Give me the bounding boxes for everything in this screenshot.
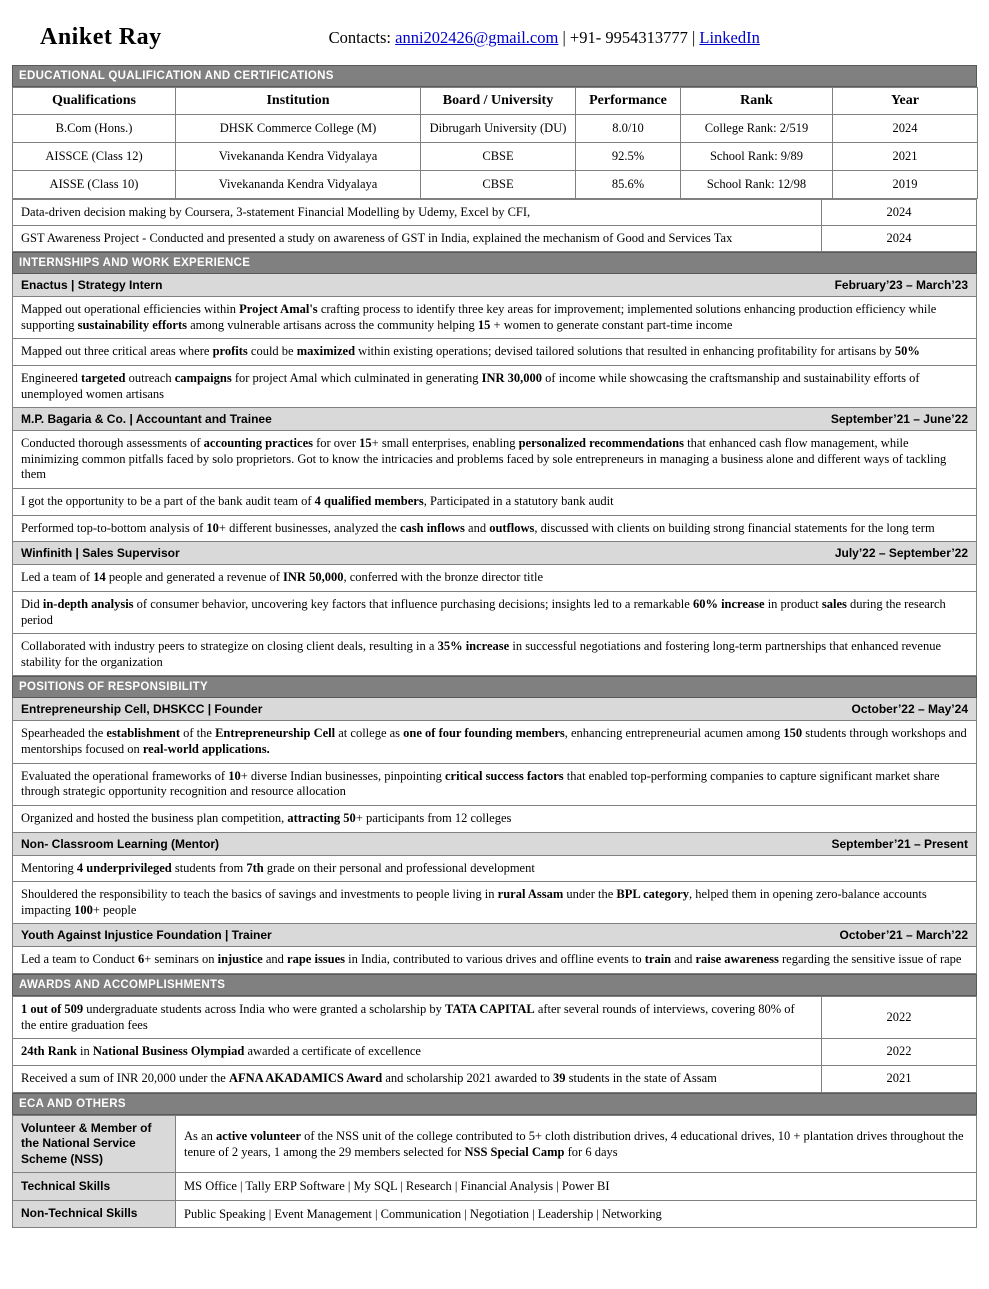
section-header-positions: POSITIONS OF RESPONSIBILITY: [12, 676, 977, 698]
eca-text: Public Speaking | Event Management | Communication | Negotiation | Leadership | Networking: [176, 1200, 977, 1227]
eca-label: Non-Technical Skills: [13, 1200, 176, 1227]
education-cell: 2024: [833, 115, 978, 143]
section-header-eca: ECA AND OTHERS: [12, 1093, 977, 1115]
job-header: [12, 542, 977, 565]
certification-year: 2024: [822, 226, 977, 252]
certification-text: Data-driven decision making by Coursera, 3-statement Financial Modelling by Udemy, Excel by CFI,: [13, 200, 822, 226]
education-cell: College Rank: 2/519: [681, 115, 833, 143]
job-bullet: Engineered targeted outreach campaigns for project Amal which culminated in generating INR 30,000 of income while showcasing the craftsmanship and sustainability efforts of unemployed women artisans: [12, 366, 977, 408]
education-cell: School Rank: 9/89: [681, 143, 833, 171]
job-dates: October’22 – May’24: [851, 702, 968, 717]
award-text: 24th Rank in National Business Olympiad awarded a certificate of excellence: [13, 1039, 822, 1066]
email-link[interactable]: anni202426@gmail.com: [395, 28, 559, 47]
job-bullet: Spearheaded the establishment of the Entrepreneurship Cell at college as one of four founding members, enhancing entrepreneurial acumen among 150 students through workshops and mentorships focused on real-world applications.: [12, 721, 977, 763]
job-header: [12, 924, 977, 947]
trailing-space: [760, 28, 764, 47]
candidate-name: Aniket Ray: [40, 24, 162, 50]
job-dates: September’21 – Present: [831, 836, 968, 851]
positions-body: [12, 698, 977, 974]
job-bullet: Organized and hosted the business plan competition, attracting 50+ participants from 12 colleges: [12, 806, 977, 833]
education-cell: CBSE: [421, 171, 576, 199]
education-cell: B.Com (Hons.): [13, 115, 176, 143]
table-row: [13, 1173, 977, 1200]
contact-line: [162, 18, 971, 48]
education-cell: Vivekananda Kendra Vidyalaya: [176, 143, 421, 171]
table-row: [13, 997, 977, 1039]
education-cell: School Rank: 12/98: [681, 171, 833, 199]
education-cell: 92.5%: [576, 143, 681, 171]
education-header-row: [13, 88, 978, 115]
job-role: Entrepreneurship Cell, DHSKCC | Founder: [21, 702, 263, 717]
education-cell: Dibrugarh University (DU): [421, 115, 576, 143]
col-qualifications: Qualifications: [13, 88, 176, 115]
col-board: Board / University: [421, 88, 576, 115]
eca-text: MS Office | Tally ERP Software | My SQL | Research | Financial Analysis | Power BI: [176, 1173, 977, 1200]
job-header: [12, 408, 977, 431]
education-table: [12, 87, 978, 199]
table-row: [13, 1115, 977, 1173]
education-cell: 2019: [833, 171, 978, 199]
education-cell: AISSCE (Class 12): [13, 143, 176, 171]
job-bullet: Led a team of 14 people and generated a revenue of INR 50,000, conferred with the bronze director title: [12, 565, 977, 592]
job-role: Winfinith | Sales Supervisor: [21, 546, 180, 561]
table-row: [13, 143, 978, 171]
awards-rows: [13, 997, 977, 1093]
job-bullet: Performed top-to-bottom analysis of 10+ different businesses, analyzed the cash inflows and outflows, discussed with clients on building strong financial statements for the long term: [12, 516, 977, 543]
job-role: Enactus | Strategy Intern: [21, 278, 163, 292]
education-cell: 2021: [833, 143, 978, 171]
job-bullet: Mentoring 4 underprivileged students from 7th grade on their personal and professional development: [12, 856, 977, 883]
education-cell: Vivekananda Kendra Vidyalaya: [176, 171, 421, 199]
education-cell: AISSE (Class 10): [13, 171, 176, 199]
table-row: [13, 171, 978, 199]
eca-rows: [13, 1115, 977, 1227]
section-header-education: EDUCATIONAL QUALIFICATION AND CERTIFICATIONS: [12, 65, 977, 87]
eca-label: Technical Skills: [13, 1173, 176, 1200]
job-header: [12, 833, 977, 856]
table-row: [13, 1065, 977, 1092]
job-bullet: Did in-depth analysis of consumer behavior, uncovering key factors that influence purchasing decisions; insights led to a remarkable 60% increase in product sales during the research period: [12, 592, 977, 634]
table-row: [13, 226, 977, 252]
job-dates: October’21 – March’22: [839, 928, 968, 943]
job-dates: September’21 – June’22: [830, 412, 968, 427]
resume-header: [12, 10, 977, 65]
col-year: Year: [833, 88, 978, 115]
eca-table: [12, 1115, 977, 1228]
job-bullet: Mapped out operational efficiencies within Project Amal's crafting process to identify three key areas for improvement; implemented solutions enhancing production efficiency while supporting sustainability efforts among vulnerable artisans across the community helping 15 + women to generate constant part-time income: [12, 297, 977, 339]
section-header-internships: INTERNSHIPS AND WORK EXPERIENCE: [12, 252, 977, 274]
certification-year: 2024: [822, 200, 977, 226]
table-row: [13, 200, 977, 226]
award-year: 2021: [822, 1065, 977, 1092]
table-row: [13, 1039, 977, 1066]
section-header-awards: AWARDS AND ACCOMPLISHMENTS: [12, 974, 977, 996]
job-bullet: Conducted thorough assessments of accounting practices for over 15+ small enterprises, enabling personalized recommendations that enhanced cash flow management, while minimizing common pitfalls faced by solo proprietors. Got to know the intricacies and problems faced by sole entrepreneurs in managing a business alone and different ways of tackling them: [12, 431, 977, 489]
job-dates: February’23 – March’23: [834, 278, 968, 292]
contacts-label: Contacts:: [328, 28, 391, 47]
eca-label: Volunteer & Member of the National Service Scheme (NSS): [13, 1115, 176, 1173]
phone-text: | +91- 9954313777 |: [562, 28, 696, 47]
job-dates: July’22 – September’22: [834, 546, 968, 561]
awards-table: [12, 996, 977, 1093]
education-cell: 8.0/10: [576, 115, 681, 143]
col-institution: Institution: [176, 88, 421, 115]
job-header: [12, 274, 977, 297]
certifications-table: [12, 199, 977, 252]
job-bullet: Mapped out three critical areas where profits could be maximized within existing operations; devised tailored solutions that resulted in enhancing profitability for artisans by 50%: [12, 339, 977, 366]
certification-text: GST Awareness Project - Conducted and presented a study on awareness of GST in India, explained the mechanism of Good and Services Tax: [13, 226, 822, 252]
education-cell: DHSK Commerce College (M): [176, 115, 421, 143]
linkedin-link[interactable]: LinkedIn: [699, 28, 760, 47]
award-text: Received a sum of INR 20,000 under the AFNA AKADAMICS Award and scholarship 2021 awarded to 39 students in the state of Assam: [13, 1065, 822, 1092]
award-year: 2022: [822, 1039, 977, 1066]
certification-rows: [13, 200, 977, 252]
job-bullet: Collaborated with industry peers to strategize on closing client deals, resulting in a 35% increase in successful negotiations and fostering long-term partnerships that enhanced revenue stability for the organization: [12, 634, 977, 676]
table-row: [13, 1200, 977, 1227]
job-header: [12, 698, 977, 721]
job-bullet: Shouldered the responsibility to teach the basics of savings and investments to people living in rural Assam under the BPL category, helped them in opening zero-balance accounts impacting 100+ people: [12, 882, 977, 924]
col-rank: Rank: [681, 88, 833, 115]
award-text: 1 out of 509 undergraduate students across India who were granted a scholarship by TATA CAPITAL after several rounds of interviews, covering 80% of the entire graduation fees: [13, 997, 822, 1039]
eca-text: As an active volunteer of the NSS unit of the college contributed to 5+ cloth distribution drives, 4 educational drives, 10 + plantation drives throughout the tenure of 2 years, 1 among the 29 members selected for NSS Special Camp for 6 days: [176, 1115, 977, 1173]
job-role: Youth Against Injustice Foundation | Trainer: [21, 928, 272, 943]
education-rows: [13, 115, 978, 199]
education-cell: 85.6%: [576, 171, 681, 199]
job-bullet: Evaluated the operational frameworks of 10+ diverse Indian businesses, pinpointing critical success factors that enabled top-performing companies to capture significant market share through strategic opportunity recognition and resource allocation: [12, 764, 977, 806]
internships-body: [12, 274, 977, 676]
job-role: M.P. Bagaria & Co. | Accountant and Trainee: [21, 412, 272, 427]
job-role: Non- Classroom Learning (Mentor): [21, 836, 220, 851]
award-year: 2022: [822, 997, 977, 1039]
col-performance: Performance: [576, 88, 681, 115]
education-cell: CBSE: [421, 143, 576, 171]
job-bullet: Led a team to Conduct 6+ seminars on injustice and rape issues in India, contributed to various drives and offline events to train and raise awareness regarding the sensitive issue of rape: [12, 947, 977, 974]
table-row: [13, 115, 978, 143]
job-bullet: I got the opportunity to be a part of the bank audit team of 4 qualified members, Participated in a statutory bank audit: [12, 489, 977, 516]
